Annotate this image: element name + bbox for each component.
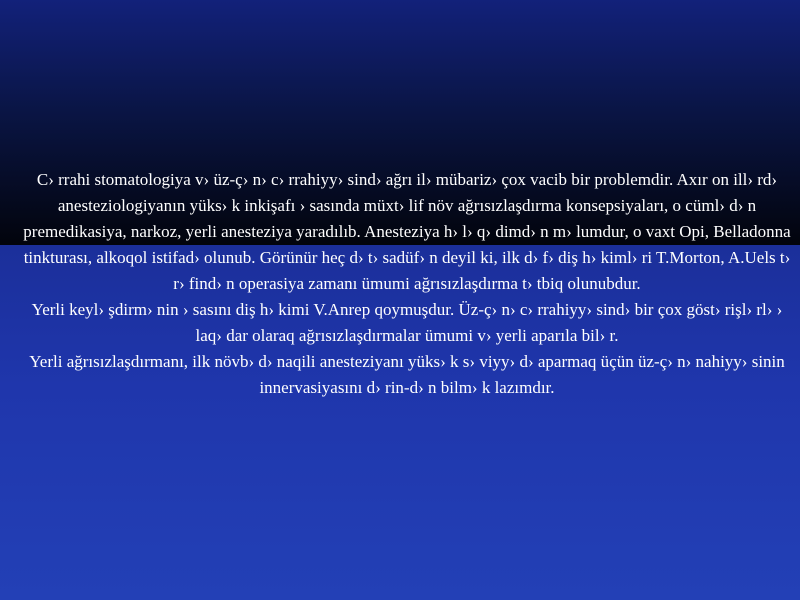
paragraph-local-anesthesia-basis: Yerli keyl› şdirm› nin › sasını diş h› kimi V.Anrep qoymuşdur. Üz-ç› n› c› rrahiyy› sind› bir çox göst› rişl› rl› › laq› dar olaraq ağrısızlaşdırmalar ümumi v› yerli aparıla bil› r. [31, 300, 783, 345]
paragraph-innervation: Yerli ağrısızlaşdırmanı, ilk növb› d› naqili anesteziyanı yüks› k s› viyy› d› aparmaq üçün üz-ç› n› nahiyy› sinin innervasiyasını d› rin-d› n bilm› k lazımdır. [29, 352, 785, 397]
paragraph-intro: C› rrahi stomatologiya v› üz-ç› n› c› rrahiyy› sind› ağrı il› mübariz› çox vacib bir problemdir. Axır on ill› rd› anesteziologiyanın yüks› k inkişafı › sasında müxt› lif növ ağrısızlaşdırma konsepsiyaları, o cüml› d› n premedikasiya, narkoz, yerli anesteziya yaradılıb. Anesteziya h› l› q› dimd› n m› lumdur, o vaxt Opi, Belladonna tinkturası, alkoqol istifad› olunub. Görünür heç d› t› sadüf› n deyil ki, ilk d› f› diş h› kiml› ri T.Morton, A.Uels t› r› find› n operasiya zamanı ümumi ağrısızlaşdırma t› tbiq olunubdur. [23, 170, 791, 293]
slide-body-text [22, 167, 792, 401]
